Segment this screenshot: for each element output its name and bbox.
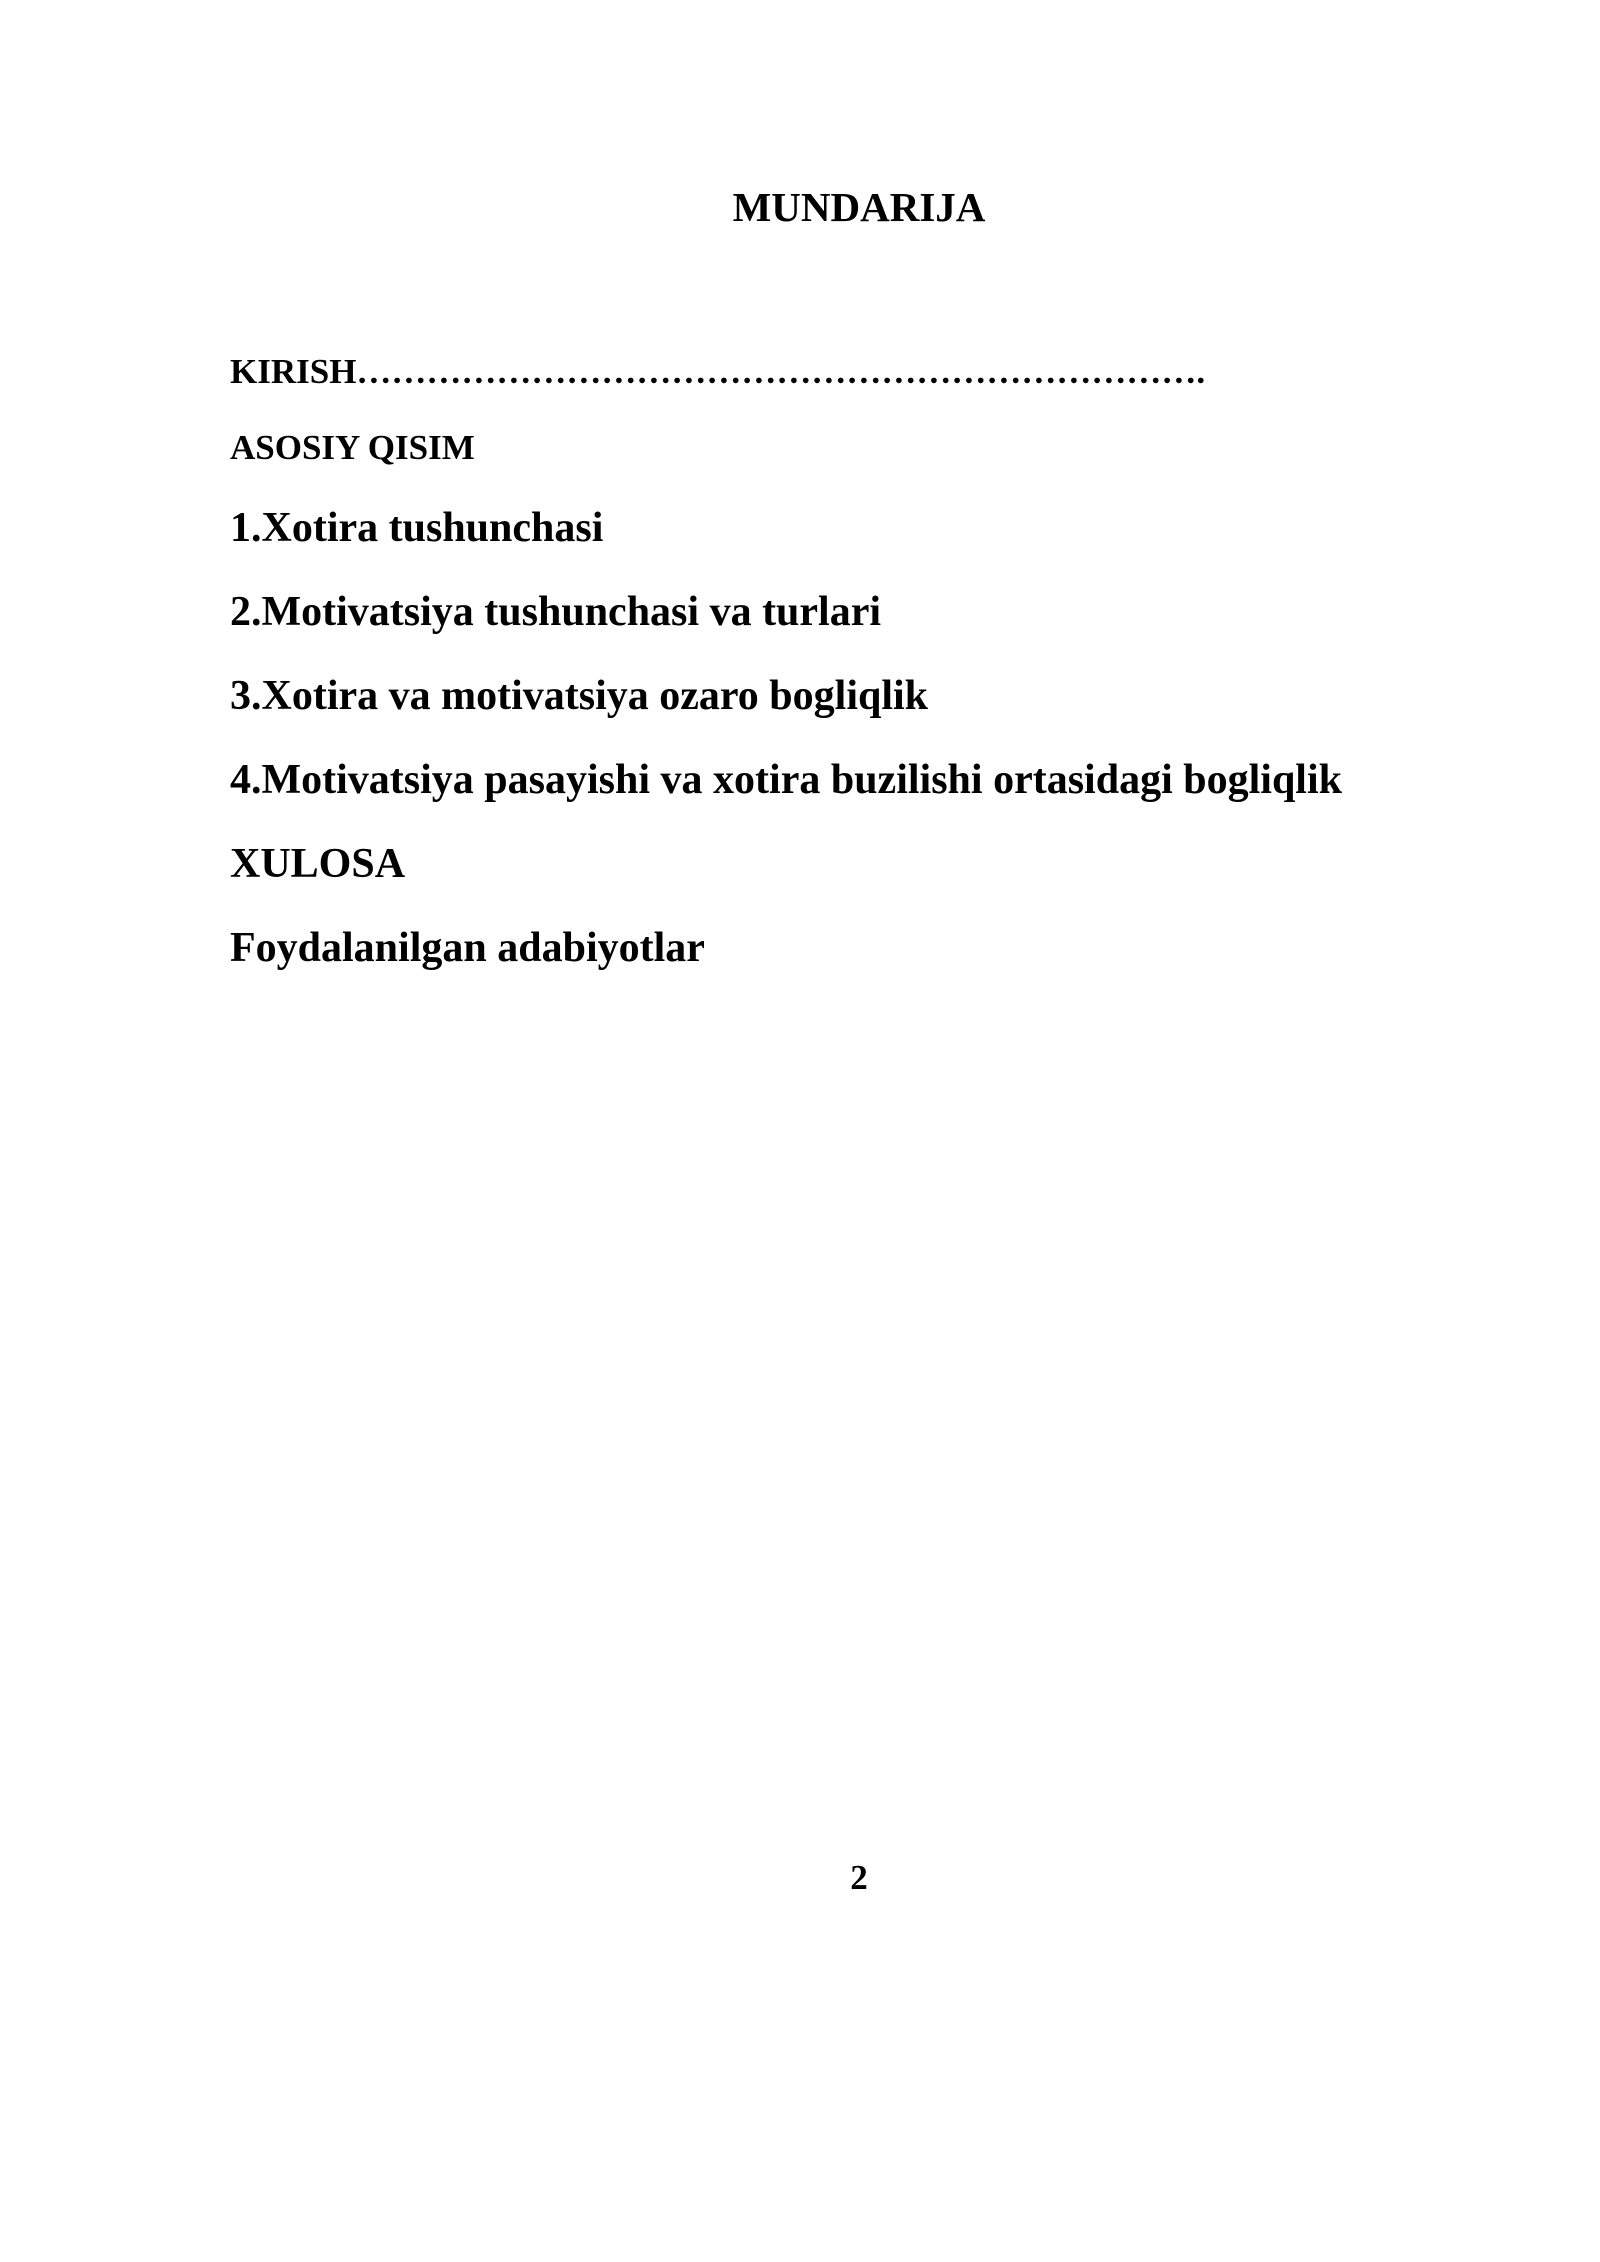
toc-item-4: 4.Motivatsiya pasayishi va xotira buzilishi ortasidagi bogliqlik — [230, 757, 1342, 803]
toc-item-xulosa: XULOSA — [230, 841, 406, 887]
toc-item-asosiy-qisim: ASOSIY QISIM — [230, 428, 475, 467]
toc-item-kirish: KIRISH………………………………………………………………. — [230, 352, 1206, 391]
toc-item-1: 1.Xotira tushunchasi — [230, 505, 604, 551]
page-title: MUNDARIJA — [732, 184, 986, 230]
toc-item-3: 3.Xotira va motivatsiya ozaro bogliqlik — [230, 673, 929, 719]
toc-item-2: 2.Motivatsiya tushunchasi va turlari — [230, 589, 882, 635]
toc-item-adabiyotlar: Foydalanilgan adabiyotlar — [230, 925, 705, 971]
page-number: 2 — [850, 1858, 868, 1897]
